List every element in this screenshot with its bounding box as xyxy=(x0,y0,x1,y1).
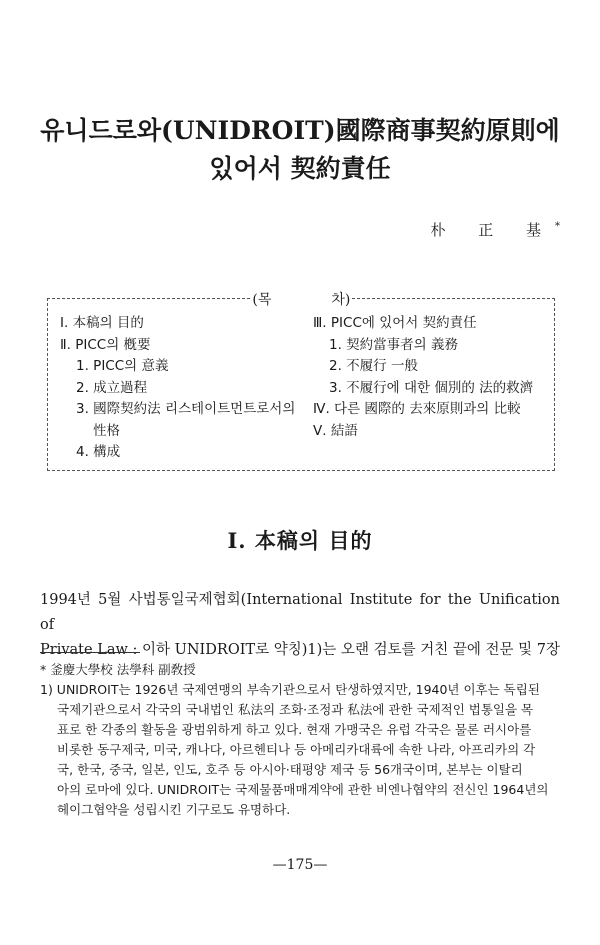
toc-item: Ⅴ. 結語 xyxy=(313,422,358,439)
toc-item: 3. 國際契約法 리스테이트먼트로서의 xyxy=(76,401,296,417)
toc-item: 3. 不履行에 대한 個別的 法的救濟 xyxy=(329,379,534,396)
body-line: Private Law : 이하 UNIDROIT로 약칭)1)는 오랜 검토를 거친 끝에 전문 및 7장 xyxy=(40,642,560,658)
footnote-line: 헤이그협약을 성립시킨 기구로도 유명하다. xyxy=(57,802,291,817)
toc-item: 2. 不履行 一般 xyxy=(329,358,418,374)
section-heading: Ⅰ. 本稿의 目的 xyxy=(227,528,373,553)
toc-left-column xyxy=(60,313,295,464)
toc-heading-right: 차) xyxy=(331,292,351,308)
toc-item: 2. 成立過程 xyxy=(76,379,148,396)
author-name: 朴 正 基 xyxy=(430,221,555,239)
toc-heading xyxy=(250,289,352,309)
footnote-line: 국, 한국, 중국, 일본, 인도, 호주 등 아시아·태평양 제국 등 56개국이며, 본부는 이탈리 xyxy=(57,762,523,777)
footnotes xyxy=(40,660,560,820)
table-of-contents xyxy=(47,292,555,471)
page-number: —175— xyxy=(272,857,328,873)
footnote-line: 1) UNIDROIT는 1926년 국제연맹의 부속기관으로서 탄생하였지만, 1940년 이후는 독립된 xyxy=(40,682,540,697)
toc-item: Ⅱ. PICC의 槪要 xyxy=(60,336,151,353)
body-line: 1994년 5월 사법통일국제협회(International Institute for the Unification of xyxy=(40,592,560,633)
toc-heading-left: (목 xyxy=(252,292,272,308)
footnote-line: 아의 로마에 있다. UNIDROIT는 국제물품매매계약에 관한 비엔나협약의 전신인 1964년의 xyxy=(57,782,549,797)
footnote-line: 표로 한 각종의 활동을 광범위하게 하고 있다. 현재 가맹국은 유럽 각국은 물론 러시아를 xyxy=(57,722,532,737)
paper-title-line-2: 있어서 契約責任 xyxy=(209,154,391,183)
toc-item: Ⅲ. PICC에 있어서 契約責任 xyxy=(313,315,477,331)
toc-item: Ⅰ. 本稿의 目的 xyxy=(60,315,144,331)
toc-item: Ⅳ. 다른 國際的 去來原則과의 比較 xyxy=(313,401,521,417)
author-affiliation-note: * 釜慶大學校 法學科 副敎授 xyxy=(40,662,196,677)
footnote-line: 비롯한 동구제국, 미국, 캐나다, 아르헨티나 등 아메리카대륙에 속한 나라, 아프리카의 각 xyxy=(57,742,536,757)
footnote-line: 국제기관으로서 각국의 국내법인 私法의 조화·조정과 私法에 관한 국제적인 법통일을 목 xyxy=(57,702,534,717)
paper-title-line-1: 유니드로와(UNIDROIT)國際商事契約原則에 xyxy=(40,116,560,145)
toc-item: 性格 xyxy=(93,422,120,439)
author xyxy=(430,219,560,240)
toc-item: 1. 契約當事者의 義務 xyxy=(329,336,459,353)
toc-item: 1. PICC의 意義 xyxy=(76,358,169,374)
toc-right-column xyxy=(313,313,533,442)
toc-item: 4. 構成 xyxy=(76,444,121,460)
footnote-divider xyxy=(40,652,140,653)
author-footnote-mark: * xyxy=(555,221,560,232)
